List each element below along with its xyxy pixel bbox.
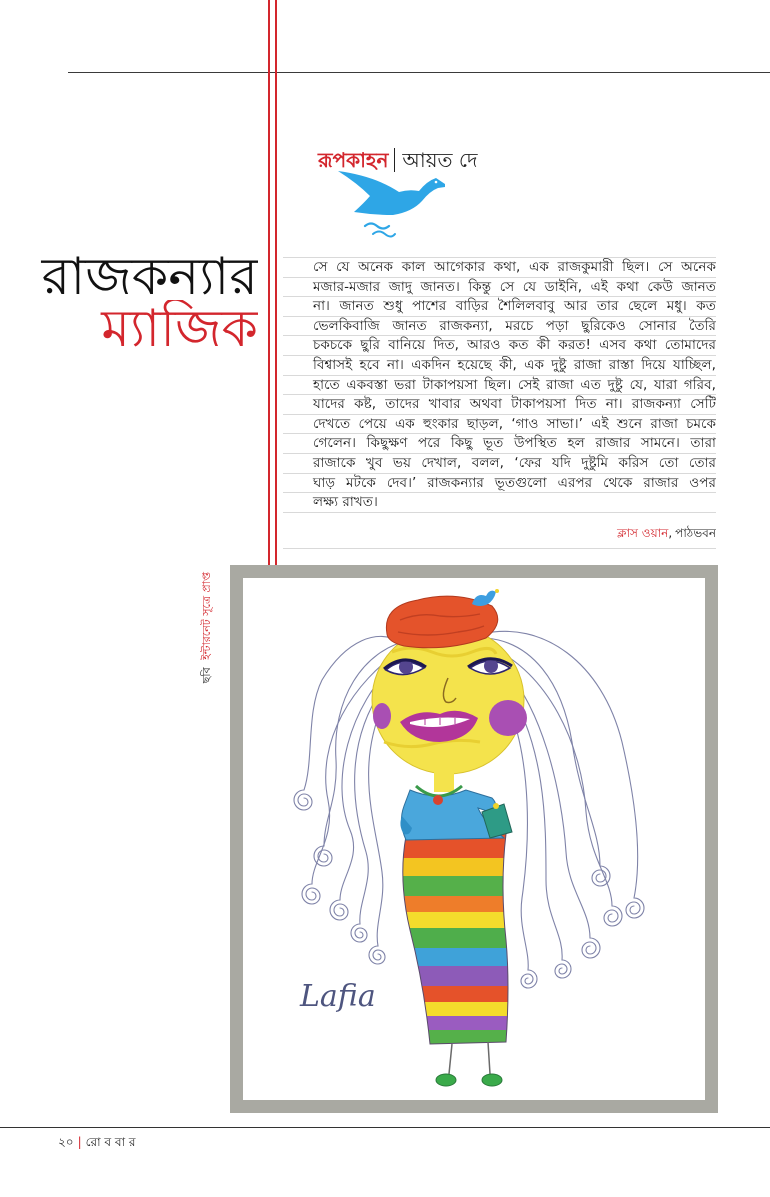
- story-line: লক্ষ্য রাখত।: [283, 493, 716, 513]
- beret-bird-beak: [495, 589, 499, 593]
- story-line: রাজাকে খুব ভয় দেখাল, বলল, ‘ফের যদি দুষ্টুমি করিস তো তোর: [283, 454, 716, 474]
- story-body: [283, 257, 716, 513]
- red-vertical-rule-right: [275, 0, 277, 565]
- artist-signature: Lafia: [300, 979, 376, 1014]
- story-line: হাতে একবস্তা ভরা টাকাপয়সা ছিল। সেই রাজা এত দুষ্টু যে, যারা গরিব,: [283, 376, 716, 396]
- magazine-name: রো ব বা র: [85, 1135, 136, 1149]
- right-cheek: [489, 700, 527, 736]
- left-iris: [399, 660, 413, 674]
- right-shoe: [482, 1074, 502, 1086]
- story-line: গেলেন। কিছুক্ষণ পরে কিছু ভূত উপস্থিত হল রাজার সামনে। তারা: [283, 434, 716, 454]
- image-credit: [200, 572, 214, 683]
- credit-separator: ,: [668, 526, 673, 540]
- credit-school: পাঠভবন: [675, 526, 716, 540]
- red-vertical-rule-left: [268, 0, 270, 565]
- dress-stripe: [395, 896, 515, 912]
- face: [372, 626, 524, 774]
- headline-line-1: রাজকন্যার: [41, 248, 258, 306]
- image-credit-source: ইন্টারনেট সূত্রে প্রাপ্ত: [200, 572, 213, 660]
- dress-stripe: [395, 912, 515, 928]
- page-footer: [58, 1133, 136, 1151]
- dress-stripe: [395, 858, 515, 876]
- bird-body: [338, 171, 445, 215]
- story-line: ভেলকিবাজি জানত রাজকন্যা, মরচে পড়া ছুরিকেও সোনার তৈরি: [283, 317, 716, 337]
- bird-water-stroke: [365, 224, 389, 229]
- image-credit-label: ছবি: [200, 667, 213, 684]
- right-iris: [484, 659, 498, 673]
- author-credit: [496, 524, 716, 542]
- story-line: ঘাড় মটকে দেব।’ রাজকন্যার ভূতগুলো এরপর থেকে রাজার ওপর: [283, 474, 716, 494]
- footer-rule: [0, 1127, 770, 1128]
- section-author: আয়ত দে: [402, 148, 478, 172]
- story-line: বিশ্বাসই হবে না। একদিন হয়েছে কী, এক দুষ্টু রাজা রাস্তা দিয়ে যাচ্ছিল,: [283, 356, 716, 376]
- page-number: ২০: [58, 1135, 74, 1149]
- footer-divider: |: [77, 1135, 82, 1149]
- necklace-pendant: [433, 795, 443, 805]
- section-title: রূপকাহন: [318, 148, 389, 172]
- bird-eye: [435, 181, 438, 184]
- bird-water-stroke: [373, 232, 395, 237]
- dress-stripe: [395, 876, 515, 896]
- left-cheek: [373, 703, 391, 729]
- story-line: সে যে অনেক কাল আগেকার কথা, এক রাজকুমারী ছিল। সে অনেক: [283, 258, 716, 278]
- left-shoe: [436, 1074, 456, 1086]
- child-drawing: [230, 565, 718, 1113]
- held-flower: [493, 803, 499, 809]
- flying-bird-icon: [335, 168, 447, 242]
- story-line: চকচকে ছুরি বানিয়ে দিত, আরও কত কী করত! এসব কথা তোমাদের: [283, 336, 716, 356]
- story-line: যাদের কষ্ট, তাদের খাবার অথবা টাকাপয়সা দিত না। রাজকন্যা সেটি: [283, 395, 716, 415]
- neck: [434, 770, 454, 792]
- story-line: মজার-মজার জাদু জানত। কিন্তু সে যে ডাইনি, এই কথা কেউ জানত: [283, 278, 716, 298]
- story-end-rule: [283, 548, 716, 549]
- story-line: দেখতে পেয়ে এক হুংকার ছাড়ল, ‘গাও সাভা।’ এই শুনে রাজা চমকে: [283, 415, 716, 435]
- story-line: না। জানত শুধু পাশের বাড়ির শৈলিলবাবু আর তার ছেলে মধু। কত: [283, 297, 716, 317]
- credit-class: ক্লাস ওয়ান: [617, 526, 669, 540]
- headline-line-2: ম্যাজিক: [101, 300, 258, 358]
- top-rule: [68, 72, 770, 73]
